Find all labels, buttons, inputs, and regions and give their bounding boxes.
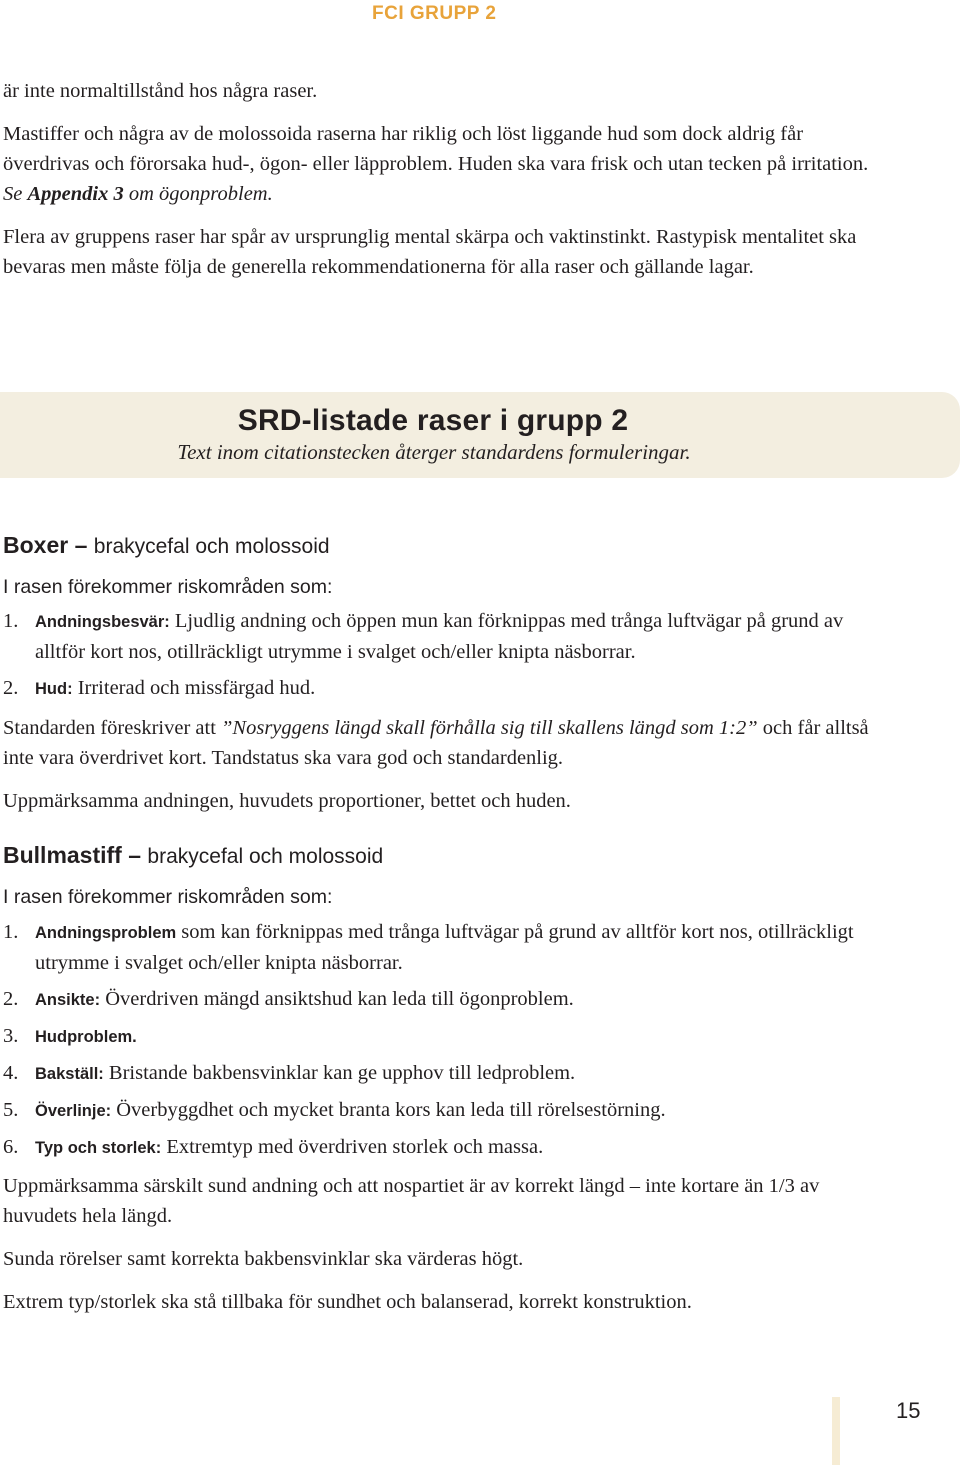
list-item — [3, 673, 873, 704]
item-number: 2. — [3, 988, 19, 1010]
breed-name: Boxer — [3, 532, 69, 558]
breed-desc: brakycefal och molossoid — [147, 845, 384, 868]
item-number: 4. — [3, 1062, 19, 1084]
risk-title: I rasen förekommer riskområden som: — [3, 886, 333, 908]
item-text: Extremtyp med överdriven storlek och massa. — [161, 1136, 544, 1158]
item-label: Hud: — [35, 680, 73, 698]
page-number: 15 — [896, 1398, 921, 1423]
breed-heading-bullmastiff — [3, 842, 383, 869]
intro-paragraph-2 — [3, 119, 873, 209]
item-number: 2. — [3, 677, 19, 699]
boxer-note: Uppmärksamma andningen, huvudets proportioner, bettet och huden. — [3, 790, 571, 812]
boxer-risk-list — [3, 606, 873, 704]
item-text: Överdriven mängd ansiktshud kan leda till ögonproblem. — [100, 988, 574, 1010]
list-item — [3, 1132, 873, 1163]
item-text: Irriterad och missfärgad hud. — [72, 677, 316, 699]
item-text: Ljudlig andning och öppen mun kan förknippas med trånga luftvägar på grund av alltför kort nos, otillräckligt utrymme i svalget och/eller knipta näsborrar. — [35, 610, 844, 663]
item-label: Andningsproblem — [35, 924, 177, 942]
list-item — [3, 1021, 873, 1052]
bullmastiff-note-3: Extrem typ/storlek ska stå tillbaka för sundhet och balanserad, korrekt konstruktion. — [3, 1291, 692, 1313]
item-label: Hudproblem. — [35, 1028, 137, 1046]
intro-paragraph-3: Flera av gruppens raser har spår av ursprunglig mental skärpa och vaktinstinkt. Rastypisk mentalitet ska bevaras men måste följa de generella rekommendationerna för alla raser och gällande lagar. — [3, 226, 857, 278]
intro-text — [3, 76, 873, 282]
bullmastiff-risk-list — [3, 917, 873, 1163]
item-number: 1. — [3, 610, 19, 632]
breed-name: Bullmastiff — [3, 842, 122, 868]
standard-paragraph — [3, 713, 873, 773]
breed-heading-boxer — [3, 532, 330, 559]
boxer-notes — [3, 713, 873, 816]
std-text-b: och får alltså inte vara överdrivet kort. Tandstatus ska vara god och standardenlig. — [3, 717, 869, 769]
banner-title: SRD-listade raser i grupp 2 — [237, 404, 629, 437]
item-text: Överbyggdhet och mycket branta kors kan leda till rörelsestörning. — [111, 1099, 666, 1121]
appendix-rest: om ögonproblem. — [123, 183, 273, 205]
banner-subtitle: Text inom citationstecken återger standardens formuleringar. — [177, 440, 691, 464]
item-number: 6. — [3, 1136, 19, 1158]
item-number: 3. — [3, 1025, 19, 1047]
breed-dash: – — [68, 532, 94, 558]
list-item — [3, 1058, 873, 1089]
page-number-bar — [832, 1397, 840, 1465]
item-label: Andningsbesvär: — [35, 613, 170, 631]
list-item — [3, 606, 873, 667]
bullmastiff-note-1: Uppmärksamma särskilt sund andning och att nospartiet är av korrekt längd – inte kortare än 1/3 av huvudets hela längd. — [3, 1175, 820, 1227]
risk-title: I rasen förekommer riskområden som: — [3, 576, 333, 598]
list-item — [3, 1095, 873, 1126]
std-quote: ”Nosryggens längd skall förhålla sig till skallens längd som 1:2” — [221, 717, 758, 739]
item-label: Bakställ: — [35, 1065, 104, 1083]
bullmastiff-note-2: Sunda rörelser samt korrekta bakbensvinklar ska värderas högt. — [3, 1248, 524, 1270]
intro-paragraph-1: är inte normaltillstånd hos några raser. — [3, 80, 318, 102]
breed-desc: brakycefal och molossoid — [93, 535, 330, 558]
list-item — [3, 917, 873, 978]
list-item — [3, 984, 873, 1015]
item-text: som kan förknippas med trånga luftvägar på grund av alltför kort nos, otillräckligt utrymme i svalget och/eller knipta näsborrar. — [35, 921, 854, 974]
appendix-se: Se — [3, 183, 28, 205]
section-header: FCI GRUPP 2 — [372, 3, 497, 24]
appendix-ref: Appendix 3 — [27, 183, 124, 205]
item-label: Ansikte: — [35, 991, 101, 1009]
bullmastiff-notes — [3, 1171, 873, 1317]
item-text: Bristande bakbensvinklar kan ge upphov till ledproblem. — [103, 1062, 576, 1084]
item-label: Typ och storlek: — [35, 1139, 162, 1157]
std-text-a: Standarden föreskriver att — [3, 717, 222, 739]
item-label: Överlinje: — [35, 1102, 112, 1120]
breed-dash: – — [121, 842, 148, 868]
item-number: 5. — [3, 1099, 19, 1121]
item-number: 1. — [3, 921, 19, 943]
intro-p2-text: Mastiffer och några av de molossoida raserna har riklig och löst liggande hud som dock aldrig får överdrivas och förorsaka hud-, ögon- eller läpproblem. Huden ska vara frisk och utan tecken på irritation. — [3, 123, 869, 175]
